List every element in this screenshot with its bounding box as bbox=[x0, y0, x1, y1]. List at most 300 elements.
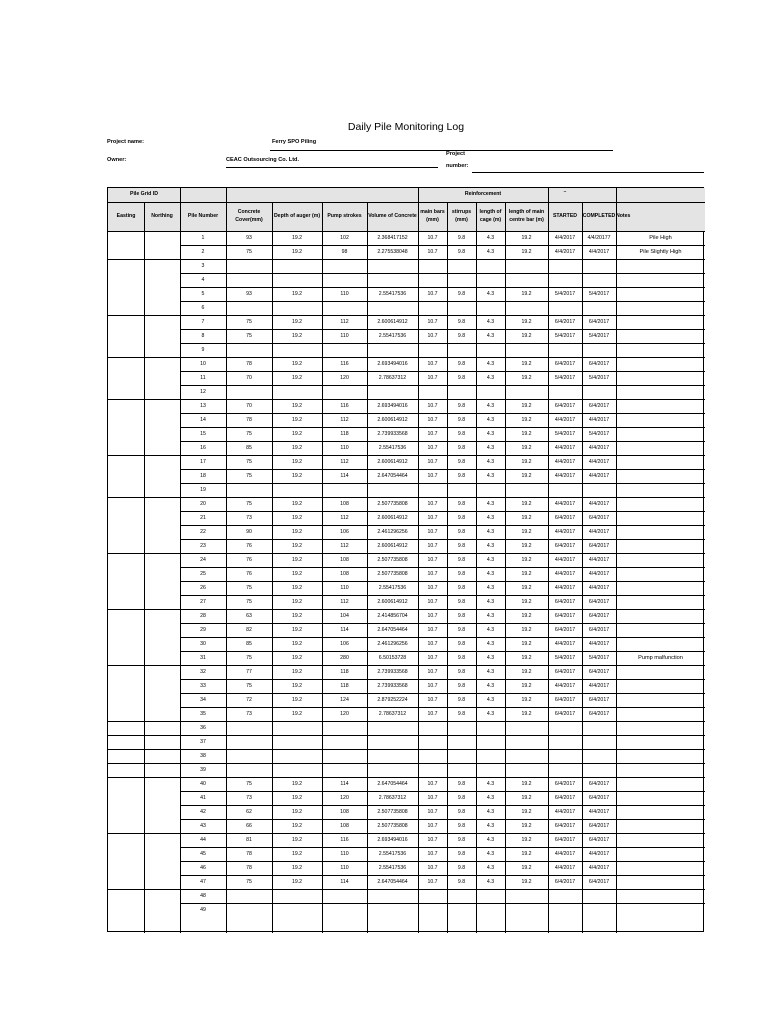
cell-centre: 19.2 bbox=[521, 501, 532, 507]
cell-cage bbox=[476, 889, 505, 903]
cell-stirrups: 9.8 bbox=[457, 865, 466, 871]
cell-completed: 4/4/2017 bbox=[588, 459, 610, 465]
cell-depth bbox=[272, 301, 322, 315]
cell-depth bbox=[272, 903, 322, 917]
cell-depth: 19.2 bbox=[291, 795, 303, 801]
cell-completed bbox=[582, 721, 616, 735]
cell-depth bbox=[272, 385, 322, 399]
cell-notes bbox=[616, 567, 705, 581]
cell-notes bbox=[616, 483, 705, 497]
cell-cover bbox=[226, 385, 272, 399]
cell-started: 4/4/2017 bbox=[554, 571, 576, 577]
cell-centre: 19.2 bbox=[521, 823, 532, 829]
cell-cage: 4.3 bbox=[486, 319, 495, 325]
cell-strokes: 102 bbox=[340, 235, 349, 241]
cell-volume: 2.600614912 bbox=[377, 459, 408, 465]
cell-stirrups: 9.8 bbox=[457, 641, 466, 647]
cell-stirrups: 9.8 bbox=[457, 361, 466, 367]
cell-centre: 19.2 bbox=[521, 795, 532, 801]
cell-main: 10.7 bbox=[427, 795, 438, 801]
cell-stirrups: 9.8 bbox=[457, 599, 466, 605]
col-reinforcement: Reinforcement bbox=[464, 191, 502, 198]
cell-started: 4/4/2017 bbox=[554, 585, 576, 591]
cell-pile: 30 bbox=[200, 641, 206, 647]
cell-cage: 4.3 bbox=[486, 697, 495, 703]
cell-cage: 4.3 bbox=[486, 669, 495, 675]
cell-volume bbox=[367, 259, 418, 273]
cell-pile: 5 bbox=[201, 291, 205, 297]
cell-depth: 19.2 bbox=[291, 697, 303, 703]
cell-cover: 75 bbox=[246, 333, 252, 339]
cell-volume: 2.600614912 bbox=[377, 417, 408, 423]
cell-main bbox=[418, 385, 447, 399]
cell-strokes bbox=[322, 735, 367, 749]
cell-centre: 19.2 bbox=[521, 683, 532, 689]
cell-main bbox=[418, 763, 447, 777]
cell-stirrups: 9.8 bbox=[457, 473, 466, 479]
cell-centre: 19.2 bbox=[521, 851, 532, 857]
col-easting: Easting bbox=[116, 212, 136, 219]
cell-completed bbox=[582, 889, 616, 903]
cell-completed bbox=[582, 483, 616, 497]
cell-depth: 19.2 bbox=[291, 459, 303, 465]
cell-pile: 4 bbox=[201, 277, 205, 283]
cell-started: 5/4/2017 bbox=[554, 655, 576, 661]
cell-cover: 75 bbox=[246, 501, 252, 507]
cell-started: 4/4/2017 bbox=[554, 459, 576, 465]
cell-stirrups bbox=[447, 735, 476, 749]
cell-cover: 78 bbox=[246, 361, 252, 367]
cell-centre: 19.2 bbox=[521, 627, 532, 633]
cell-main bbox=[418, 259, 447, 273]
cell-depth: 19.2 bbox=[291, 375, 303, 381]
cell-started: 6/4/2017 bbox=[554, 795, 576, 801]
cell-stirrups bbox=[447, 259, 476, 273]
cell-depth: 19.2 bbox=[291, 543, 303, 549]
owner-underline bbox=[226, 167, 438, 168]
cell-pile: 8 bbox=[201, 333, 205, 339]
cell-cage bbox=[476, 749, 505, 763]
cell-strokes bbox=[322, 721, 367, 735]
cell-completed bbox=[582, 343, 616, 357]
cell-volume bbox=[367, 721, 418, 735]
cell-pile: 23 bbox=[200, 543, 206, 549]
cell-stirrups bbox=[447, 301, 476, 315]
table-row bbox=[108, 581, 705, 595]
cell-cover: 75 bbox=[246, 585, 252, 591]
cell-stirrups: 9.8 bbox=[457, 459, 466, 465]
cell-cage: 4.3 bbox=[486, 557, 495, 563]
cell-notes bbox=[616, 343, 705, 357]
cell-notes bbox=[616, 413, 705, 427]
table-row bbox=[108, 721, 705, 735]
cell-cage: 4.3 bbox=[486, 501, 495, 507]
cell-volume: 2.739933568 bbox=[377, 669, 408, 675]
col-length-of-main-centre-bar: length of main centre bar (m) bbox=[508, 209, 545, 223]
cell-depth: 19.2 bbox=[291, 235, 303, 241]
cell-completed bbox=[582, 301, 616, 315]
cell-started: 5/4/2017 bbox=[554, 375, 576, 381]
cell-cover: 72 bbox=[246, 697, 252, 703]
cell-strokes bbox=[322, 903, 367, 917]
cell-volume: 2.647054464 bbox=[377, 879, 408, 885]
pile-log-table bbox=[107, 187, 704, 932]
cell-stirrups: 9.8 bbox=[457, 711, 466, 717]
cell-strokes: 108 bbox=[340, 501, 349, 507]
cell-cover: 73 bbox=[246, 795, 252, 801]
cell-completed: 4/4/2017 bbox=[588, 501, 610, 507]
cell-notes bbox=[616, 259, 705, 273]
cell-depth: 19.2 bbox=[291, 333, 303, 339]
cell-pile: 48 bbox=[200, 893, 206, 899]
cell-main: 10.7 bbox=[427, 501, 438, 507]
cell-completed bbox=[582, 273, 616, 287]
cell-cover: 82 bbox=[246, 627, 252, 633]
cell-volume: 2.55417536 bbox=[378, 333, 407, 339]
cell-strokes: 112 bbox=[340, 417, 349, 423]
cell-cover bbox=[226, 721, 272, 735]
cell-cover bbox=[226, 343, 272, 357]
cell-volume: 2.600614912 bbox=[377, 319, 408, 325]
cell-cage: 4.3 bbox=[486, 683, 495, 689]
cell-volume: 2.461296256 bbox=[377, 641, 408, 647]
cell-volume: 2.507735808 bbox=[377, 823, 408, 829]
cell-main: 10.7 bbox=[427, 319, 438, 325]
table-row bbox=[108, 861, 705, 875]
cell-notes bbox=[616, 735, 705, 749]
cell-centre: 19.2 bbox=[521, 837, 532, 843]
cell-cover bbox=[226, 903, 272, 917]
cell-cover: 75 bbox=[246, 473, 252, 479]
cell-depth: 19.2 bbox=[291, 641, 303, 647]
cell-strokes: 114 bbox=[340, 627, 349, 633]
table-row bbox=[108, 693, 705, 707]
cell-centre: 19.2 bbox=[521, 417, 532, 423]
cell-notes bbox=[616, 385, 705, 399]
cell-cage: 4.3 bbox=[486, 865, 495, 871]
cell-started: 4/4/2017 bbox=[554, 683, 576, 689]
cell-volume: 2.507735808 bbox=[377, 557, 408, 563]
cell-pile: 2 bbox=[201, 249, 205, 255]
cell-depth bbox=[272, 483, 322, 497]
col-depth-of-auger: Depth of auger (m) bbox=[273, 212, 321, 219]
table-row bbox=[108, 805, 705, 819]
cell-completed: 6/4/2017 bbox=[588, 711, 610, 717]
cell-strokes: 112 bbox=[340, 459, 349, 465]
table-row bbox=[108, 651, 705, 665]
cell-centre: 19.2 bbox=[521, 599, 532, 605]
cell-notes bbox=[616, 455, 705, 469]
table-row bbox=[108, 679, 705, 693]
cell-pile: 47 bbox=[200, 879, 206, 885]
cell-centre: 19.2 bbox=[521, 431, 532, 437]
cell-strokes: 108 bbox=[340, 809, 349, 815]
cell-strokes: 120 bbox=[340, 711, 349, 717]
cell-strokes: 108 bbox=[340, 571, 349, 577]
cell-volume: 2.507735808 bbox=[377, 809, 408, 815]
cell-stirrups bbox=[447, 889, 476, 903]
cell-main bbox=[418, 721, 447, 735]
cell-started: 4/4/2017 bbox=[554, 865, 576, 871]
cell-pile: 14 bbox=[200, 417, 206, 423]
cell-depth: 19.2 bbox=[291, 823, 303, 829]
cell-completed: 6/4/2017 bbox=[588, 627, 610, 633]
cell-main: 10.7 bbox=[427, 445, 438, 451]
cell-centre: 19.2 bbox=[521, 445, 532, 451]
cell-volume bbox=[367, 749, 418, 763]
cell-centre: 19.2 bbox=[521, 711, 532, 717]
table-row bbox=[108, 595, 705, 609]
cell-volume: 6.50153728 bbox=[378, 655, 407, 661]
cell-main: 10.7 bbox=[427, 235, 438, 241]
project-name-underline bbox=[270, 150, 613, 151]
cell-started: 6/4/2017 bbox=[554, 669, 576, 675]
cell-strokes: 110 bbox=[340, 585, 349, 591]
table-row bbox=[108, 539, 705, 553]
cell-started: 4/4/2017 bbox=[554, 249, 576, 255]
cell-volume: 2.55417536 bbox=[378, 445, 407, 451]
cell-centre: 19.2 bbox=[521, 809, 532, 815]
cell-completed: 6/4/2017 bbox=[588, 837, 610, 843]
col-started: STARTED bbox=[552, 212, 578, 219]
cell-depth bbox=[272, 273, 322, 287]
cell-stirrups bbox=[447, 721, 476, 735]
cell-main: 10.7 bbox=[427, 403, 438, 409]
cell-centre: 19.2 bbox=[521, 291, 532, 297]
cell-depth bbox=[272, 735, 322, 749]
cell-completed bbox=[582, 259, 616, 273]
cell-depth: 19.2 bbox=[291, 417, 303, 423]
cell-cage: 4.3 bbox=[486, 795, 495, 801]
cell-centre bbox=[505, 343, 548, 357]
cell-cage: 4.3 bbox=[486, 571, 495, 577]
col-stirrups: stirrups (mm) bbox=[451, 209, 472, 223]
table-row bbox=[108, 511, 705, 525]
cell-pile: 35 bbox=[200, 711, 206, 717]
cell-completed bbox=[582, 735, 616, 749]
col-pile-grid-id: Pile Grid ID bbox=[130, 191, 158, 198]
cell-pile: 38 bbox=[200, 753, 206, 759]
cell-completed: 4/4/2017 bbox=[588, 417, 610, 423]
table-row bbox=[108, 707, 705, 721]
cell-stirrups: 9.8 bbox=[457, 515, 466, 521]
cell-cage: 4.3 bbox=[486, 641, 495, 647]
cell-centre bbox=[505, 273, 548, 287]
cell-notes bbox=[616, 763, 705, 777]
col-main-bars: main bars (mm) bbox=[420, 209, 445, 223]
cell-notes bbox=[616, 315, 705, 329]
table-row bbox=[108, 735, 705, 749]
cell-notes bbox=[616, 833, 705, 847]
cell-started bbox=[548, 343, 582, 357]
cell-centre: 19.2 bbox=[521, 361, 532, 367]
cell-centre: 19.2 bbox=[521, 641, 532, 647]
cell-notes bbox=[616, 665, 705, 679]
cell-volume: 2.461296256 bbox=[377, 529, 408, 535]
cell-cover: 70 bbox=[246, 375, 252, 381]
cell-cage: 4.3 bbox=[486, 529, 495, 535]
cell-pile: 7 bbox=[201, 319, 205, 325]
cell-cover: 75 bbox=[246, 683, 252, 689]
cell-started bbox=[548, 385, 582, 399]
cell-centre: 19.2 bbox=[521, 585, 532, 591]
cell-pile: 17 bbox=[200, 459, 206, 465]
cell-stirrups: 9.8 bbox=[457, 235, 466, 241]
cell-cage: 4.3 bbox=[486, 361, 495, 367]
col-pile-number: Pile Number bbox=[187, 212, 219, 219]
cell-started: 4/4/2017 bbox=[554, 235, 576, 241]
cell-strokes: 110 bbox=[340, 291, 349, 297]
cell-cover: 70 bbox=[246, 403, 252, 409]
cell-completed bbox=[582, 749, 616, 763]
cell-strokes: 112 bbox=[340, 543, 349, 549]
cell-completed: 4/4/2017 bbox=[588, 585, 610, 591]
cell-pile: 13 bbox=[200, 403, 206, 409]
table-row bbox=[108, 385, 705, 399]
table-row bbox=[108, 847, 705, 861]
cell-depth: 19.2 bbox=[291, 291, 303, 297]
cell-main: 10.7 bbox=[427, 865, 438, 871]
cell-depth: 19.2 bbox=[291, 655, 303, 661]
cell-notes bbox=[616, 525, 705, 539]
cell-volume: 2.507735808 bbox=[377, 501, 408, 507]
cell-completed: 4/4/2017 bbox=[588, 473, 610, 479]
cell-stirrups: 9.8 bbox=[457, 585, 466, 591]
cell-stirrups: 9.8 bbox=[457, 613, 466, 619]
cell-centre bbox=[505, 385, 548, 399]
cell-cage: 4.3 bbox=[486, 823, 495, 829]
cell-main: 10.7 bbox=[427, 851, 438, 857]
cell-depth: 19.2 bbox=[291, 781, 303, 787]
cell-cover: 85 bbox=[246, 641, 252, 647]
col-completed: COMPLETED bbox=[582, 212, 616, 219]
cell-volume: 2.78637312 bbox=[378, 795, 407, 801]
cell-completed: 5/4/2017 bbox=[588, 333, 610, 339]
cell-notes bbox=[616, 707, 705, 721]
cell-cover bbox=[226, 735, 272, 749]
cell-strokes: 114 bbox=[340, 473, 349, 479]
cell-stirrups: 9.8 bbox=[457, 697, 466, 703]
cell-started: 4/4/2017 bbox=[554, 417, 576, 423]
cell-notes bbox=[616, 819, 705, 833]
cell-depth: 19.2 bbox=[291, 879, 303, 885]
table-row bbox=[108, 315, 705, 329]
cell-started bbox=[548, 735, 582, 749]
cell-stirrups: 9.8 bbox=[457, 445, 466, 451]
table-row bbox=[108, 637, 705, 651]
cell-volume: 2.739933568 bbox=[377, 431, 408, 437]
cell-cover: 75 bbox=[246, 781, 252, 787]
cell-completed: 6/4/2017 bbox=[588, 599, 610, 605]
cell-notes bbox=[616, 861, 705, 875]
cell-notes bbox=[616, 875, 705, 889]
cell-stirrups: 9.8 bbox=[457, 879, 466, 885]
cell-pile: 22 bbox=[200, 529, 206, 535]
cell-started: 4/4/2017 bbox=[554, 529, 576, 535]
cell-started: 4/4/2017 bbox=[554, 851, 576, 857]
cell-notes bbox=[616, 791, 705, 805]
cell-cover: 78 bbox=[246, 851, 252, 857]
cell-main bbox=[418, 483, 447, 497]
cell-completed: 6/4/2017 bbox=[588, 319, 610, 325]
cell-started: 6/4/2017 bbox=[554, 361, 576, 367]
cell-notes: Pile High bbox=[649, 235, 672, 241]
cell-started: 4/4/2017 bbox=[554, 501, 576, 507]
cell-notes bbox=[616, 721, 705, 735]
cell-stirrups: 9.8 bbox=[457, 809, 466, 815]
cell-main: 10.7 bbox=[427, 585, 438, 591]
cell-cage: 4.3 bbox=[486, 627, 495, 633]
cell-started: 6/4/2017 bbox=[554, 781, 576, 787]
cell-started bbox=[548, 301, 582, 315]
cell-centre bbox=[505, 763, 548, 777]
cell-notes bbox=[616, 637, 705, 651]
cell-depth bbox=[272, 889, 322, 903]
cell-volume: 2.879252224 bbox=[377, 697, 408, 703]
cell-depth bbox=[272, 343, 322, 357]
col-pump-strokes: Pump strokes bbox=[327, 212, 362, 219]
cell-cage: 4.3 bbox=[486, 417, 495, 423]
cell-main: 10.7 bbox=[427, 361, 438, 367]
cell-completed bbox=[582, 903, 616, 917]
cell-notes bbox=[616, 581, 705, 595]
cell-strokes bbox=[322, 301, 367, 315]
cell-notes bbox=[616, 749, 705, 763]
cell-strokes: 116 bbox=[340, 403, 349, 409]
cell-notes bbox=[616, 441, 705, 455]
table-row bbox=[108, 273, 705, 287]
cell-cover: 73 bbox=[246, 515, 252, 521]
cell-depth: 19.2 bbox=[291, 851, 303, 857]
table-row bbox=[108, 329, 705, 343]
cell-stirrups: 9.8 bbox=[457, 851, 466, 857]
cell-completed: 4/4/2017 bbox=[588, 445, 610, 451]
table-row bbox=[108, 889, 705, 903]
cell-stirrups: 9.8 bbox=[457, 823, 466, 829]
cell-main: 10.7 bbox=[427, 249, 438, 255]
cell-depth: 19.2 bbox=[291, 711, 303, 717]
table-row bbox=[108, 525, 705, 539]
cell-strokes: 112 bbox=[340, 319, 349, 325]
cell-cage: 4.3 bbox=[486, 445, 495, 451]
cell-cage bbox=[476, 259, 505, 273]
cell-cover: 75 bbox=[246, 599, 252, 605]
cell-depth: 19.2 bbox=[291, 361, 303, 367]
cell-depth: 19.2 bbox=[291, 809, 303, 815]
cell-volume bbox=[367, 903, 418, 917]
cell-cage: 4.3 bbox=[486, 781, 495, 787]
cell-notes bbox=[616, 609, 705, 623]
project-number-label-line1: Project bbox=[446, 151, 465, 157]
page-title: Daily Pile Monitoring Log bbox=[347, 121, 465, 133]
cell-main: 10.7 bbox=[427, 837, 438, 843]
cell-completed: 6/4/2017 bbox=[588, 361, 610, 367]
cell-notes bbox=[616, 357, 705, 371]
cell-completed: 6/4/2017 bbox=[588, 697, 610, 703]
cell-stirrups: 9.8 bbox=[457, 795, 466, 801]
cell-volume: 2.78637312 bbox=[378, 375, 407, 381]
cell-started bbox=[548, 721, 582, 735]
cell-pile: 10 bbox=[200, 361, 206, 367]
cell-completed: 4/4/2017 bbox=[588, 641, 610, 647]
cell-pile: 26 bbox=[200, 585, 206, 591]
cell-depth bbox=[272, 721, 322, 735]
cell-centre: 19.2 bbox=[521, 613, 532, 619]
cell-started bbox=[548, 483, 582, 497]
cell-main: 10.7 bbox=[427, 879, 438, 885]
cell-cage bbox=[476, 483, 505, 497]
cell-cage: 4.3 bbox=[486, 837, 495, 843]
